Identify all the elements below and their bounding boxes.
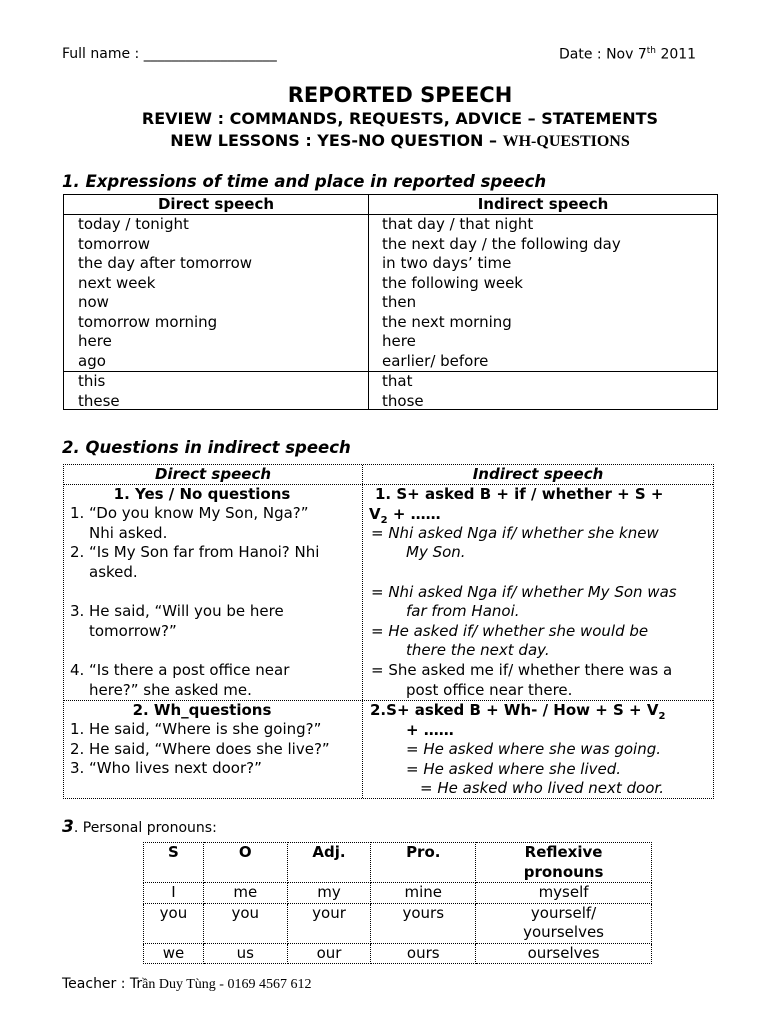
wh-formula-sub: 2 — [658, 711, 666, 722]
section2-heading: 2. Questions in indirect speech — [62, 438, 351, 457]
date — [559, 46, 696, 63]
question-number: 1. — [70, 720, 85, 738]
section3-heading — [62, 817, 217, 837]
question-number: 2. — [70, 739, 85, 758]
new-lessons-subtitle — [0, 131, 768, 151]
yn-title: 1. Yes / No questions — [113, 485, 291, 503]
pronoun-row — [144, 943, 652, 964]
indirect-expression: those — [382, 391, 424, 410]
direct-question: Nhi asked. — [89, 524, 168, 542]
pronoun-cell: I — [144, 883, 204, 904]
pronoun-column-header: O — [203, 843, 287, 883]
yn-formula-etc: + …… — [392, 505, 441, 523]
pronoun-column-header: Adj. — [287, 843, 371, 883]
date-year: 2011 — [656, 46, 697, 63]
indirect-expression: that day / that night — [382, 215, 534, 233]
direct-question: He said, “Will you be here — [89, 602, 284, 620]
pronoun-cell: ourselves — [476, 943, 652, 964]
direct-expression: tomorrow morning — [78, 312, 218, 331]
pronoun-cell: yours — [371, 903, 476, 943]
direct-expression: next week — [78, 273, 156, 292]
yn-formula-line1: 1. S+ asked B + if / whether + S + — [375, 485, 664, 503]
question-number: 4. — [70, 661, 85, 679]
question-number: 3. — [70, 602, 85, 620]
indirect-answer: = He asked who lived next door. — [420, 779, 664, 797]
t2-header-direct: Direct speech — [154, 465, 272, 483]
wh-title: 2. Wh_questions — [132, 701, 272, 719]
pronoun-row — [144, 883, 652, 904]
wh-formula-line2: + …… — [406, 721, 454, 739]
pronoun-cell: me — [203, 883, 287, 904]
direct-question: asked. — [89, 563, 138, 581]
question-number: 3. — [70, 759, 85, 777]
pronouns-table — [143, 842, 652, 964]
indirect-answer: = Nhi asked Nga if/ whether she knew — [371, 524, 659, 542]
direct-question: here?” she asked me. — [89, 681, 252, 699]
direct-expression: this — [78, 372, 106, 390]
direct-question: tomorrow?” — [89, 622, 177, 640]
question-number: 1. — [70, 504, 85, 522]
page-title: REPORTED SPEECH — [287, 83, 513, 107]
direct-question: He said, “Where is she going?” — [89, 720, 322, 738]
t1-header-direct: Direct speech — [157, 195, 275, 213]
pronoun-column-header: Pro. — [371, 843, 476, 883]
pronoun-cell: mine — [371, 883, 476, 904]
pronoun-cell: you — [144, 903, 204, 943]
direct-expression: these — [78, 391, 120, 410]
direct-expression: now — [78, 293, 109, 311]
direct-expression: here — [78, 332, 112, 350]
indirect-answer: far from Hanoi. — [406, 602, 520, 620]
new-lessons-suffix: WH-QUESTIONS — [502, 133, 630, 150]
direct-question: “Do you know My Son, Nga?” — [89, 504, 309, 522]
yn-formula-sub: 2 — [380, 515, 388, 526]
indirect-expression: then — [382, 293, 417, 311]
indirect-answer: there the next day. — [406, 641, 550, 659]
indirect-expression: the following week — [382, 273, 523, 292]
pronoun-column-header: S — [144, 843, 204, 883]
yn-formula-v: V — [369, 505, 381, 523]
date-sup: th — [646, 46, 656, 56]
date-label: Date : Nov 7 — [559, 46, 647, 63]
direct-question: He said, “Where does she live?” — [89, 739, 330, 758]
time-place-table — [63, 194, 718, 410]
pronoun-cell: yourself/ yourselves — [476, 903, 652, 943]
indirect-expression: here — [382, 332, 416, 350]
indirect-expression: the next morning — [382, 312, 512, 331]
indirect-answer: = He asked where she was going. — [406, 740, 662, 758]
full-name-row — [62, 46, 277, 62]
new-lessons-prefix: NEW LESSONS : YES-NO QUESTION – — [170, 131, 498, 150]
pronoun-cell: myself — [476, 883, 652, 904]
indirect-expression: that — [382, 372, 413, 390]
direct-question: “Is there a post office near — [89, 661, 290, 679]
indirect-expression: in two days’ time — [382, 254, 512, 272]
direct-expression: the day after tomorrow — [78, 254, 253, 272]
indirect-expression: earlier/ before — [382, 351, 489, 370]
section3-number: 3 — [62, 817, 74, 837]
questions-table — [63, 464, 714, 799]
indirect-answer: = He asked where she lived. — [406, 759, 622, 778]
pronoun-row — [144, 903, 652, 943]
t1-header-indirect: Indirect speech — [477, 195, 609, 213]
indirect-answer: = He asked if/ whether she would be — [371, 622, 649, 640]
direct-expression: today / tonight — [78, 215, 189, 233]
full-name-blank: ___________________ — [143, 46, 277, 62]
teacher-name: ần Duy Tùng - 0169 4567 612 — [142, 977, 312, 992]
pronoun-cell: my — [287, 883, 371, 904]
pronoun-cell: us — [203, 943, 287, 964]
pronoun-cell: you — [203, 903, 287, 943]
indirect-answer: = Nhi asked Nga if/ whether My Son was — [371, 583, 677, 601]
full-name-label: Full name : — [62, 46, 140, 62]
pronoun-cell: ours — [371, 943, 476, 964]
review-subtitle: REVIEW : COMMANDS, REQUESTS, ADVICE – STATEMENTS — [141, 109, 659, 128]
section3-title: . Personal pronouns: — [73, 820, 217, 836]
direct-expression: tomorrow — [78, 234, 151, 253]
indirect-answer: My Son. — [406, 543, 466, 561]
indirect-answer: = She asked me if/ whether there was a — [371, 661, 673, 679]
direct-question: “Who lives next door?” — [89, 759, 262, 777]
teacher-label: Teacher : Tr — [62, 976, 143, 992]
pronoun-cell: we — [144, 943, 204, 964]
indirect-expression: the next day / the following day — [382, 234, 621, 253]
t2-header-indirect: Indirect speech — [472, 465, 604, 483]
pronoun-cell: your — [287, 903, 371, 943]
teacher-footer — [62, 973, 311, 993]
pronoun-column-header: Reflexive pronouns — [476, 843, 652, 883]
wh-formula-text: 2.S+ asked B + Wh- / How + S + V — [370, 701, 659, 719]
pronoun-cell: our — [287, 943, 371, 964]
indirect-answer: post office near there. — [406, 681, 573, 699]
direct-expression: ago — [78, 351, 106, 370]
question-number: 2. — [70, 543, 85, 561]
section1-heading: 1. Expressions of time and place in reported speech — [62, 172, 547, 191]
direct-question: “Is My Son far from Hanoi? Nhi — [89, 543, 320, 561]
